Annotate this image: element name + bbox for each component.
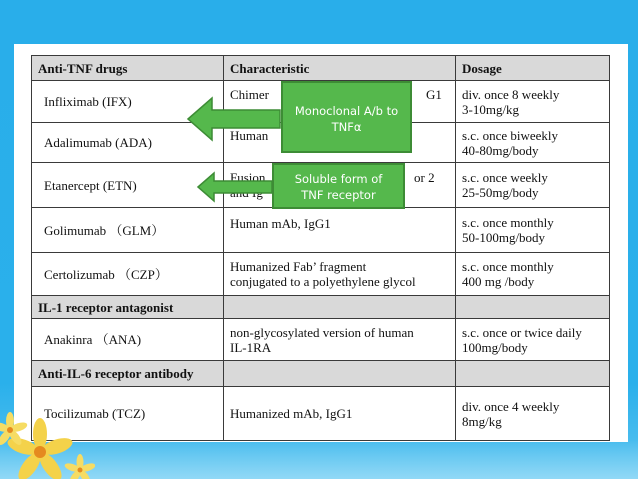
drug-name: Certolizumab （CZP） xyxy=(32,253,224,296)
drug-name: Tocilizumab (TCZ) xyxy=(32,387,224,441)
section-title: Anti-IL-6 receptor antibody xyxy=(32,361,224,387)
callout-line: Soluble form of xyxy=(294,172,383,186)
header-drugs: Anti-TNF drugs xyxy=(32,56,224,81)
dosage-cell xyxy=(456,123,610,163)
callout-monoclonal xyxy=(281,81,412,153)
section-title: IL-1 receptor antagonist xyxy=(32,296,224,319)
dosage-line: 8mg/kg xyxy=(462,413,502,429)
drug-name: Golimumab （GLM） xyxy=(32,208,224,253)
drug-name: Etanercept (ETN) xyxy=(32,163,224,208)
arrow-left-icon xyxy=(186,96,282,142)
characteristic-text: conjugated to a polyethylene glycol xyxy=(230,274,416,289)
dosage-line: s.c. once biweekly xyxy=(462,127,559,143)
dosage-cell xyxy=(456,81,610,123)
drug-name: Anakinra （ANA) xyxy=(32,319,224,361)
dosage-line: s.c. once or twice daily xyxy=(462,324,582,340)
section-row-il6 xyxy=(32,361,610,387)
dosage-line: 100mg/body xyxy=(462,339,528,355)
dosage-line: 40-80mg/body xyxy=(462,142,539,158)
dosage-line: 50-100mg/body xyxy=(462,230,546,245)
dosage-line: div. once 8 weekly xyxy=(462,86,560,102)
drug-name: Infliximab (IFX) xyxy=(32,81,224,123)
table-row xyxy=(32,387,610,441)
callout-soluble xyxy=(272,163,405,209)
callout-line: TNF receptor xyxy=(301,188,376,202)
characteristic-text: or 2 xyxy=(414,170,435,185)
flower-icon xyxy=(0,400,95,479)
dosage-cell xyxy=(456,319,610,361)
dosage-cell xyxy=(456,208,610,253)
characteristic-text: G1 xyxy=(426,87,442,102)
table-row xyxy=(32,319,610,361)
characteristic-text: Fusion xyxy=(230,170,266,185)
table-row xyxy=(32,253,610,296)
dosage-line: s.c. once monthly xyxy=(462,215,554,230)
table-header-row xyxy=(32,56,610,81)
characteristic-text: IL-1RA xyxy=(230,339,272,355)
characteristic-text: Human mAb, IgG1 xyxy=(230,215,331,231)
characteristic-text: Humanized mAb, IgG1 xyxy=(230,406,353,421)
characteristic-cell xyxy=(224,319,456,361)
dosage-line: s.c. once weekly xyxy=(462,170,548,185)
section-row-il1 xyxy=(32,296,610,319)
dosage-line: 400 mg /body xyxy=(462,274,535,289)
dosage-line: s.c. once monthly xyxy=(462,259,554,274)
table-row xyxy=(32,208,610,253)
characteristic-text: Human xyxy=(230,128,269,143)
callout-line: TNFα xyxy=(331,120,362,134)
dosage-cell xyxy=(456,253,610,296)
drug-name: Adalimumab (ADA) xyxy=(32,123,224,163)
slide-bottom-strip xyxy=(0,440,638,479)
callout-line: Monoclonal A/b to xyxy=(294,104,399,118)
arrow-left-icon xyxy=(196,171,274,203)
dosage-line: 25-50mg/body xyxy=(462,185,539,200)
header-characteristic: Characteristic xyxy=(224,56,456,81)
header-dosage: Dosage xyxy=(456,56,610,81)
dosage-line: div. once 4 weekly xyxy=(462,398,560,414)
dosage-cell xyxy=(456,387,610,441)
characteristic-text: non-glycosylated version of human xyxy=(230,324,414,340)
characteristic-cell xyxy=(224,253,456,296)
dosage-line: 3-10mg/kg xyxy=(462,101,520,117)
characteristic-cell xyxy=(224,387,456,441)
characteristic-text: Humanized Fab’ fragment xyxy=(230,259,367,274)
characteristic-text: Chimer xyxy=(230,87,269,102)
characteristic-cell xyxy=(224,208,456,253)
dosage-cell xyxy=(456,163,610,208)
